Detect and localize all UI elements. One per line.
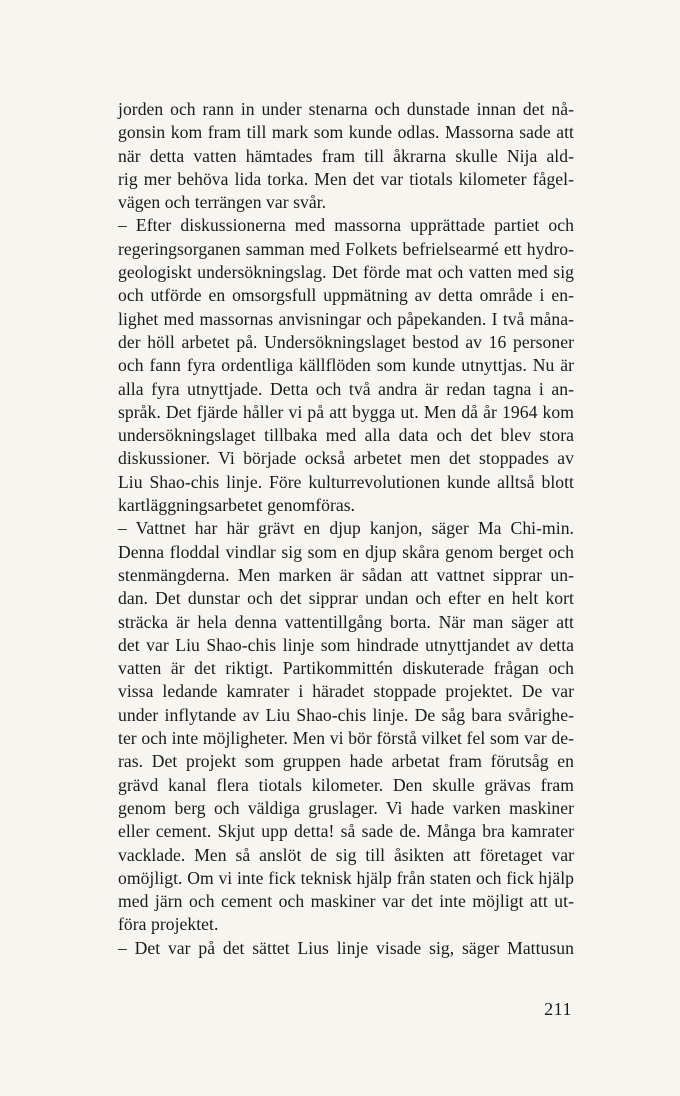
text-line: gonsin kom fram till mark som kunde odlas. Massorna sade att [118, 122, 574, 143]
text-line: och fann fyra ordentliga källflöden som kunde utnyttjas. Nu är [118, 355, 574, 376]
text-line: stenmängderna. Men marken är sådan att vattnet sipprar un- [118, 564, 574, 585]
text-line: med järn och cement och maskiner var det inte möjligt att ut- [118, 891, 574, 912]
text-line: föra projektet. [118, 914, 219, 935]
text-line: när detta vatten hämtades fram till åkrarna skulle Nija ald- [118, 145, 574, 166]
text-line: geologiskt undersökningslag. Det förde mat och vatten med sig [118, 262, 574, 283]
text-line: språk. Det fjärde håller vi på att bygga ut. Men då år 1964 kom [118, 401, 574, 422]
text-line: eller cement. Skjut upp detta! så sade de. Många bra kamrater [118, 821, 574, 842]
text-line: lighet med massornas anvisningar och påpekanden. I två måna- [118, 308, 574, 329]
text-line: jorden och rann in under stenarna och dunstade innan det nå- [118, 99, 574, 119]
text-line: grävd kanal flera tiotals kilometer. Den skulle grävas fram [118, 774, 574, 795]
text-line: – Efter diskussionerna med massorna upprättade partiet och [118, 215, 574, 236]
text-line: vägen och terrängen var svår. [118, 192, 327, 213]
text-line: kartläggningsarbetet genomföras. [118, 495, 356, 516]
text-line: diskussioner. Vi började också arbetet men det stoppades av [118, 448, 574, 469]
text-line: Liu Shao-chis linje. Före kulturrevolutionen kunde alltså blott [118, 471, 574, 492]
text-line: vatten är det riktigt. Partikommittén diskuterade frågan och [118, 658, 574, 679]
text-line: vissa ledande kamrater i häradet stoppade projektet. De var [118, 681, 574, 702]
text-line: Denna floddal vindlar sig som en djup skåra genom berget och [118, 541, 574, 562]
text-line: omöjligt. Om vi inte fick teknisk hjälp från staten och fick hjälp [118, 867, 574, 888]
text-line: ter och inte möjligheter. Men vi bör förstå vilket fel som var de- [118, 728, 574, 749]
text-line: alla fyra utnyttjade. Detta och två andra är redan tagna i an- [118, 378, 574, 399]
text-line: rig mer behöva lida torka. Men det var tiotals kilometer fågel- [118, 168, 574, 189]
text-line: – Det var på det sättet Lius linje visade sig, säger Mattusun [118, 937, 574, 958]
text-line: sträcka är hela denna vattentillgång borta. När man säger att [118, 611, 574, 632]
text-line: – Vattnet har här grävt en djup kanjon, säger Ma Chi-min. [118, 518, 574, 539]
text-line: ras. Det projekt som gruppen hade arbetat fram förutsåg en [118, 751, 574, 772]
text-line: undersökningslaget tillbaka med alla data och det blev stora [118, 425, 574, 446]
text-line: vacklade. Men så anslöt de sig till åsikten att företaget var [118, 844, 574, 865]
page-number: 211 [544, 999, 572, 1019]
text-line: det var Liu Shao-chis linje som hindrade utnyttjandet av detta [118, 634, 574, 655]
text-line: dan. Det dunstar och det sipprar undan och efter en helt kort [118, 588, 574, 609]
text-line: der höll arbetet på. Undersökningslaget bestod av 16 personer [118, 331, 574, 352]
text-line: regeringsorganen samman med Folkets befrielsearmé ett hydro- [118, 238, 574, 259]
text-line: och utförde en omsorgsfull uppmätning av detta område i en- [118, 285, 574, 306]
text-line: under inflytande av Liu Shao-chis linje. De såg bara svårighe- [118, 704, 574, 725]
text-line: genom berg och väldiga gruslager. Vi hade varken maskiner [118, 797, 574, 818]
body-text [118, 98, 574, 960]
